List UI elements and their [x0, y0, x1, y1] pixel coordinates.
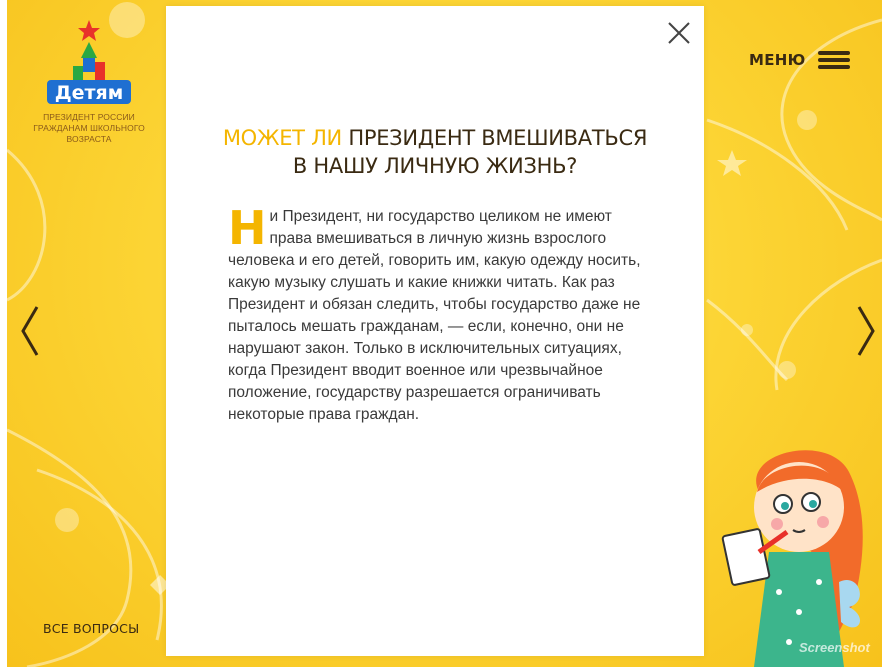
menu-button[interactable]	[749, 48, 850, 72]
logo-caption-line-1: ПРЕЗИДЕНТ РОССИИ	[43, 112, 135, 122]
question-title	[166, 124, 704, 180]
close-button[interactable]	[666, 20, 692, 46]
question-title-accent: МОЖЕТ ЛИ	[222, 126, 342, 150]
answer-body: и Президент, ни государство целиком не имеют права вмешиваться в личную жизнь взрослого человека и его детей, говорить им, какую одежду носить, какую музыку слушать и какие книжки читать. Как раз Президент и обязан следить, чтобы государство даже не пыталось мешать гражданам, — если, конечно, они не нарушают закон. Только в исключительных ситуациях, когда Президент вводит военное или чрезвычайное положение, государству разрешается ограничивать некоторые права граждан.	[228, 208, 641, 423]
prev-question-button[interactable]	[15, 303, 45, 359]
logo-caption	[29, 112, 149, 145]
logo-caption-line-2: ГРАЖДАНАМ ШКОЛЬНОГО	[33, 123, 145, 133]
logo-mark-icon	[43, 18, 135, 108]
answer-dropcap: Н	[228, 201, 267, 255]
hamburger-icon	[818, 48, 850, 72]
logo-text: Детям	[54, 82, 124, 104]
girl-illustration	[719, 432, 869, 667]
next-question-button[interactable]	[851, 303, 881, 359]
watermark: Screenshot	[799, 640, 870, 655]
question-modal	[166, 6, 704, 656]
question-title-line-2: В НАШУ ЛИЧНУЮ ЖИЗНЬ?	[292, 154, 578, 178]
chevron-left-icon	[23, 307, 37, 355]
answer-text	[228, 201, 658, 426]
logo-caption-line-3: ВОЗРАСТА	[66, 134, 112, 144]
menu-label: МЕНЮ	[749, 51, 806, 69]
all-questions-link[interactable]: ВСЕ ВОПРОСЫ	[43, 621, 140, 636]
question-title-rest: ПРЕЗИДЕНТ ВМЕШИВАТЬСЯ	[348, 126, 648, 150]
logo[interactable]	[29, 18, 149, 145]
close-icon	[669, 23, 689, 43]
question-title-line-1	[166, 124, 704, 152]
chevron-right-icon	[859, 307, 873, 355]
